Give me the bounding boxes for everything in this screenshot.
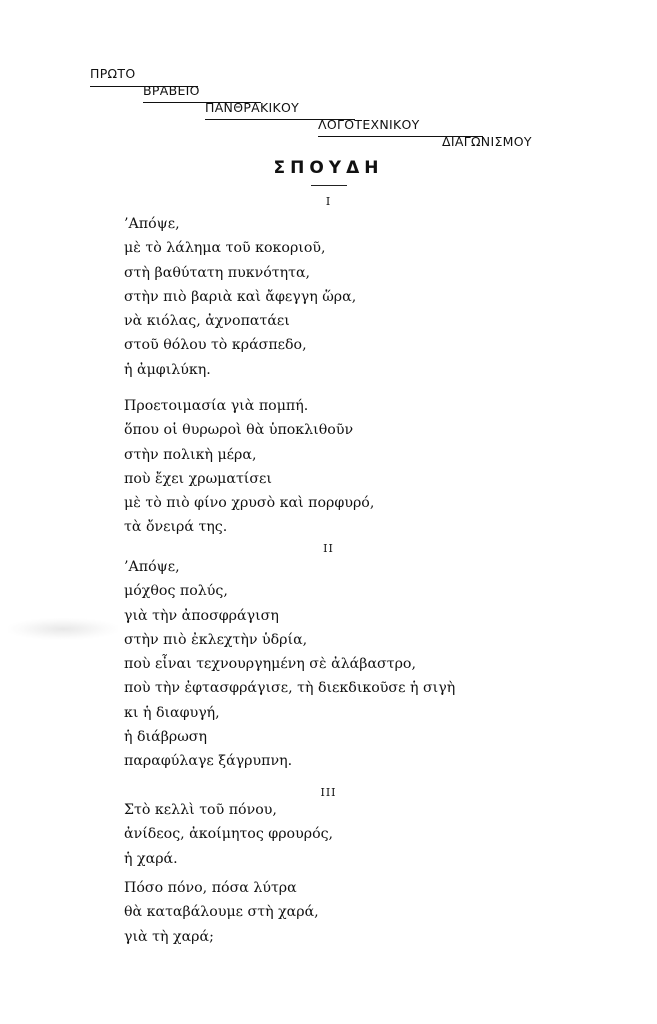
- stanza-1-1: [124, 212, 356, 382]
- award-word-diagonismou: ΔΙΑΓΩΝΙΣΜΟΥ: [442, 134, 532, 149]
- verse-line: ἡ διάβρωση: [124, 729, 207, 746]
- verse-line: ὅπου οἱ θυρωροὶ θὰ ὑποκλιθοῦν: [124, 422, 354, 439]
- verse-line: γιὰ τὴ χαρά;: [124, 928, 214, 945]
- verse-line: γιὰ τὴν ἀποσφράγιση: [124, 607, 279, 624]
- verse-line: στὴν πιὸ βαριὰ καὶ ἄφεγγη ὥρα,: [124, 288, 357, 305]
- stanza-1-2: [124, 394, 374, 540]
- title-rule: [311, 185, 347, 186]
- verse-line: ’Απόψε,: [124, 559, 180, 575]
- verse-line: μόχθος πολύς,: [124, 583, 228, 600]
- award-word-panthrakikou: ΠΑΝΘΡΑΚΙΚΟΥ: [205, 100, 300, 115]
- stanza-3-2: [124, 876, 319, 949]
- section-numeral-3: III: [320, 786, 337, 799]
- verse-line: νὰ κιόλας, ἀχνοπατάει: [124, 313, 290, 330]
- verse-line: κι ἡ διαφυγή,: [124, 704, 220, 721]
- verse-line: ἡ χαρά.: [124, 850, 178, 867]
- verse-line: ’Απόψε,: [124, 216, 180, 232]
- award-word-vraveio: ΒΡΑΒΕΙΟ: [143, 83, 200, 98]
- award-word-logotechnikou: ΛΟΓΟΤΕΧΝΙΚΟΥ: [318, 117, 420, 132]
- verse-line: ποὺ εἶναι τεχνουργημένη σὲ ἀλάβαστρο,: [124, 656, 416, 673]
- verse-line: μὲ τὸ πιὸ φίνο χρυσὸ καὶ πορφυρό,: [124, 495, 375, 512]
- award-word-proto: ΠΡΩΤΟ: [90, 66, 136, 81]
- verse-line: θὰ καταβάλουμε στὴ χαρά,: [124, 904, 319, 921]
- stanza-3-1: [124, 798, 333, 871]
- scan-smudge: [8, 618, 118, 640]
- section-numeral-2: II: [323, 542, 334, 555]
- stanza-2-1: [124, 555, 455, 774]
- verse-line: ἀνίδεος, ἀκοίμητος φρουρός,: [124, 826, 334, 843]
- section-numeral-1: I: [325, 195, 332, 208]
- verse-line: στὴν πιὸ ἐκλεχτὴν ὑδρία,: [124, 631, 308, 648]
- verse-line: στὴ βαθύτατη πυκνότητα,: [124, 264, 311, 281]
- verse-line: ἡ ἀμφιλύκη.: [124, 361, 211, 378]
- verse-line: στοῦ θόλου τὸ κράσπεδο,: [124, 337, 307, 354]
- poem-title: ΣΠΟΥΔΗ: [273, 158, 384, 178]
- verse-line: Στὸ κελλὶ τοῦ πόνου,: [124, 802, 277, 818]
- verse-line: στὴν πολικὴ μέρα,: [124, 446, 257, 463]
- verse-line: ποὺ ἔχει χρωματίσει: [124, 470, 272, 487]
- verse-line: Προετοιμασία γιὰ πομπή.: [124, 398, 309, 414]
- verse-line: μὲ τὸ λάλημα τοῦ κοκοριοῦ,: [124, 240, 326, 257]
- verse-line: Πόσο πόνο, πόσα λύτρα: [124, 880, 297, 896]
- verse-line: παραφύλαγε ξάγρυπνη.: [124, 753, 293, 770]
- verse-line: τὰ ὄνειρά της.: [124, 519, 228, 536]
- verse-line: ποὺ τὴν ἐφτασφράγισε, τὴ διεκδικοῦσε ἡ σιγὴ: [124, 680, 456, 697]
